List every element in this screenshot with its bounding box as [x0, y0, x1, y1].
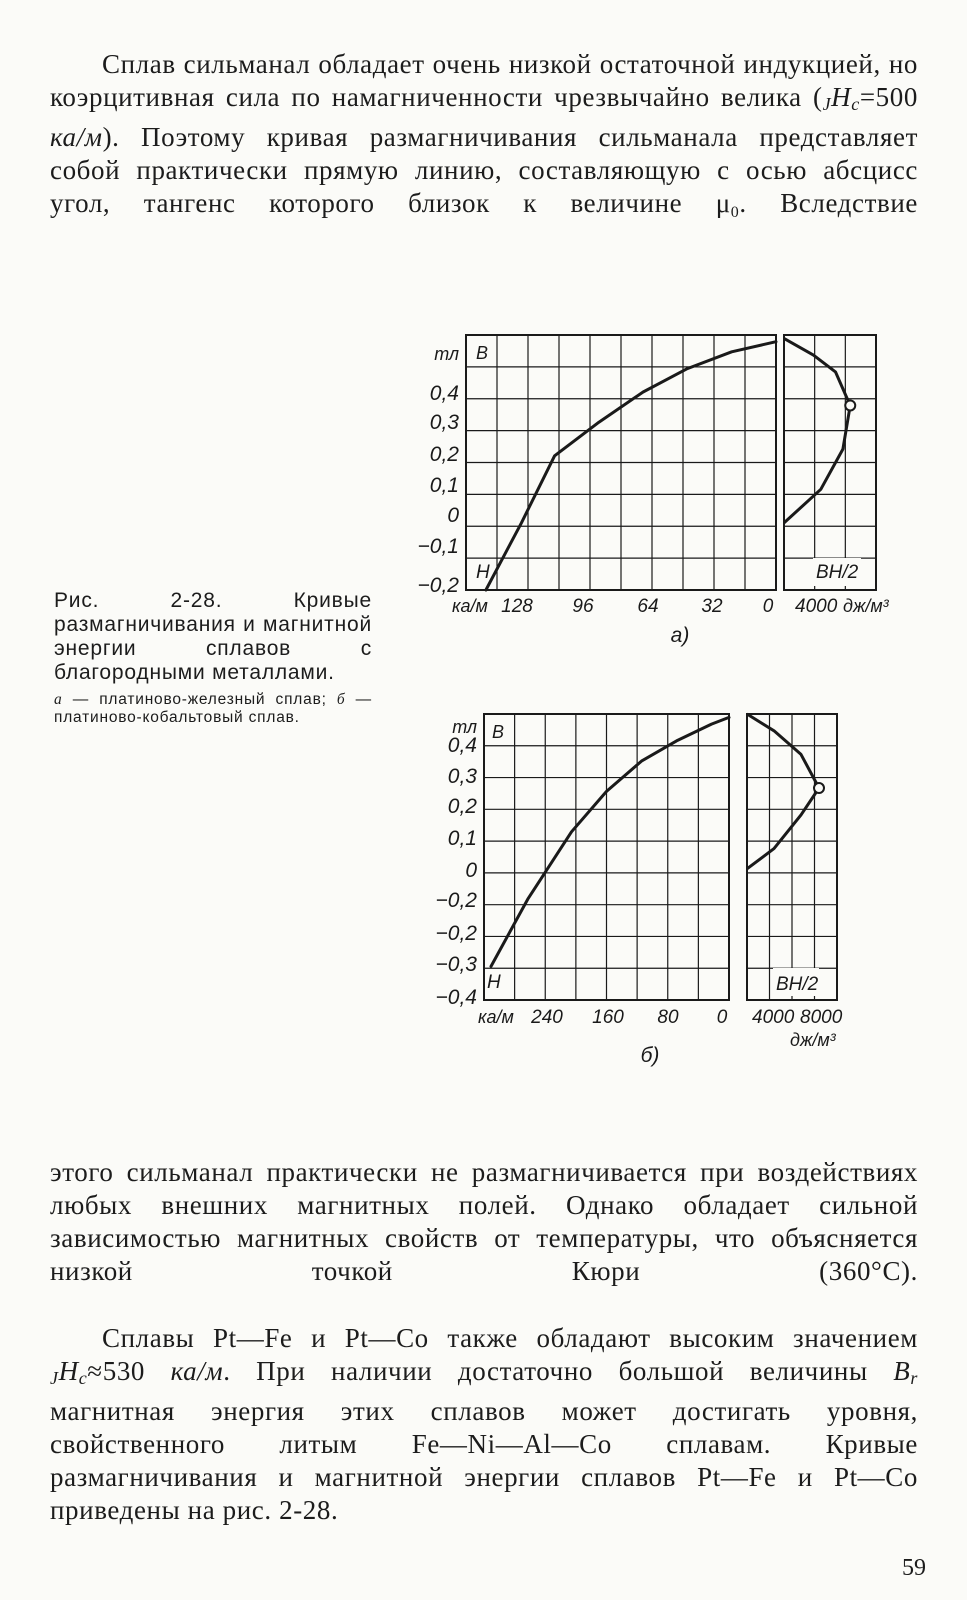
- energy-label-b: BH/2: [776, 974, 819, 995]
- y-tick-b: 0,4: [447, 734, 477, 757]
- energy-x-unit-a: дж/м³: [843, 596, 889, 616]
- p3-sub-j: J: [50, 1368, 59, 1388]
- p1-text-a: Сплав сильманал обладает очень низкой остаточной индукцией, но коэрцитивная сила по намагниченности чрезвычайно велика (: [50, 49, 918, 112]
- panel-label-a: а): [670, 624, 690, 647]
- p3-symbol-h: H: [58, 1356, 79, 1386]
- y-tick-a: 0,4: [429, 382, 459, 405]
- x-tick-a: 0: [762, 596, 774, 617]
- p3-symbol-b: B: [893, 1356, 911, 1386]
- y-tick-b: −0,3: [435, 953, 477, 976]
- y-unit-b: тл: [452, 717, 477, 737]
- demag-grid-b: [484, 714, 729, 1000]
- demag-curve-a: [486, 342, 776, 590]
- y-tick-b: 0,2: [447, 795, 477, 818]
- y-tick-b: 0,3: [447, 765, 477, 788]
- x-unit-b: ка/м: [478, 1007, 514, 1027]
- x-tick-b: 240: [531, 1007, 563, 1028]
- p1-text-end: . Вследствие: [739, 188, 918, 218]
- p3-text-c: . При наличии достаточно большой величины: [223, 1356, 894, 1386]
- p1-symbol-h: H: [831, 82, 852, 112]
- y-tick-b: −0,2: [435, 922, 477, 945]
- caption-sub-b-letter: б: [336, 691, 346, 708]
- y-tick-b: 0: [465, 859, 477, 882]
- panel-label-b: б): [640, 1044, 660, 1067]
- p1-text-b: =500: [859, 82, 918, 112]
- p3-sub-c: c: [78, 1368, 88, 1388]
- x-tick-a: 128: [501, 596, 533, 617]
- y-tick-a: 0,1: [429, 474, 459, 497]
- energy-x-tick-a: 4000: [795, 596, 838, 617]
- paragraph-2: этого сильманал практически не размагничивается при воздействиях любых внешних магнитных полей. Однако обладает сильной зависимостью магнитных свойств от температуры, что объясняется низкой точкой Кюри (360°C).: [50, 1157, 918, 1286]
- p1-sub-j: J: [822, 94, 832, 114]
- x-tick-a: 96: [572, 596, 594, 617]
- y-tick-b: 0,1: [447, 827, 477, 850]
- caption-main: Рис. 2-28. Кривые размагничивания и магнитной энергии сплавов с благородными металлами.: [54, 589, 372, 684]
- p3-text-a: Сплавы Pt—Fe и Pt—Co также обладают высоким значением: [102, 1323, 918, 1353]
- x-axis-label-b: H: [487, 972, 501, 993]
- y-tick-b: −0,2: [435, 889, 477, 912]
- x-tick-a: 64: [637, 596, 659, 617]
- x-tick-a: 32: [701, 596, 723, 617]
- y-tick-a: 0,3: [429, 411, 459, 434]
- y-tick-b: −0,4: [435, 986, 477, 1009]
- y-tick-a: 0,2: [429, 443, 459, 466]
- x-axis-label-a: H: [476, 562, 490, 583]
- energy-max-point-b: [814, 783, 824, 793]
- x-tick-b: 80: [657, 1007, 679, 1028]
- demag-curve-b: [491, 717, 729, 966]
- p1-sub-zero: 0: [730, 204, 740, 221]
- page-number: 59: [902, 1555, 926, 1581]
- energy-x-tick-b1: 4000: [752, 1007, 795, 1028]
- p3-text-b: ≈530: [87, 1356, 171, 1386]
- p3-sub-r: r: [910, 1368, 918, 1388]
- energy-grid-a: [784, 335, 876, 590]
- caption-sub-a-text: — платиново-железный сплав;: [62, 691, 337, 708]
- p3-text-d: магнитная энергия этих сплавов может достигать уровня, свойственного литым Fe—Ni—Al—Co сплавам. Кривые размагничивания и магнитной энергии сплавов Pt—Fe и Pt—Co приведены на рис. 2-28.: [50, 1396, 918, 1525]
- caption-sub-b-text: — платиново-кобальтовый сплав.: [54, 691, 372, 726]
- energy-max-point-a: [845, 400, 855, 410]
- y-tick-a: 0: [447, 504, 459, 527]
- energy-curve-b: [747, 714, 819, 869]
- p1-text-c: ). Поэтому кривая размагничивания сильманала представляет собой практически прямую линию, составляющую с осью абсцисс угол, тангенс которого близок к величине μ: [50, 122, 918, 218]
- y-tick-a: −0,2: [417, 574, 459, 597]
- energy-label-a: BH/2: [816, 562, 859, 583]
- caption-sub-a-letter: а: [54, 691, 63, 708]
- energy-x-tick-b2: 8000: [800, 1007, 843, 1028]
- p1-sub-c: c: [851, 94, 860, 114]
- x-tick-b: 0: [716, 1007, 728, 1028]
- energy-x-unit-b: дж/м³: [790, 1030, 836, 1050]
- y-axis-label-b: B: [492, 722, 505, 742]
- y-unit-a: тл: [434, 344, 459, 364]
- x-tick-b: 160: [592, 1007, 624, 1028]
- p3-unit: ка/м: [170, 1356, 224, 1386]
- demag-grid-a: [466, 335, 776, 590]
- x-unit-a: ка/м: [452, 596, 488, 616]
- y-tick-a: −0,1: [417, 535, 459, 558]
- p1-unit: ка/м: [50, 122, 103, 152]
- paragraph-3: [50, 1322, 918, 1527]
- y-axis-label-a: B: [476, 343, 489, 363]
